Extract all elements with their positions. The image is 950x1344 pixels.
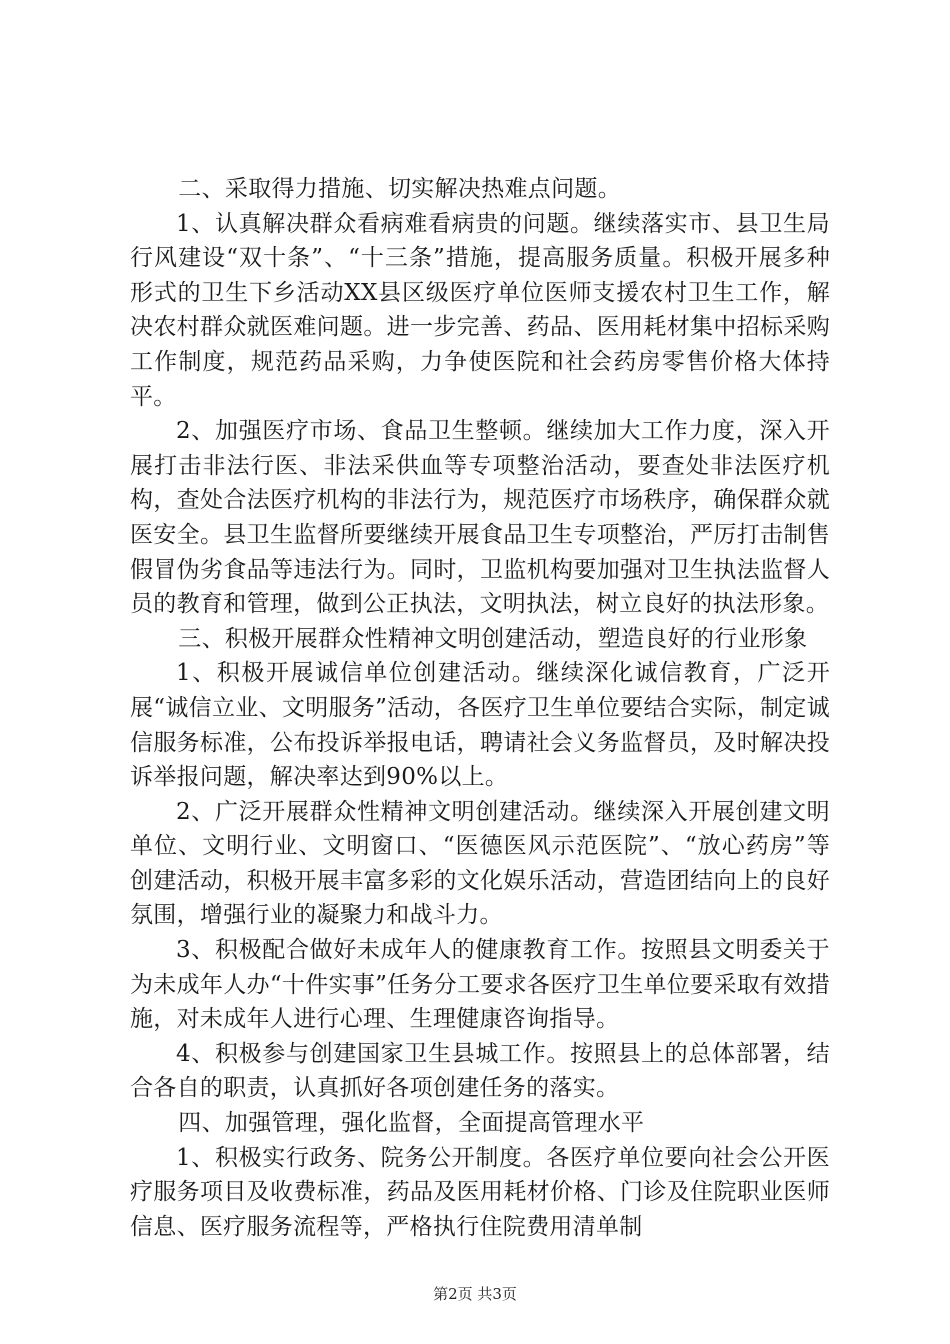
paragraph: 1、积极实行政务、院务公开制度。各医疗单位要向社会公开医疗服务项目及收费标准，药品及医用耗材价格、门诊及住院职业医师信息、医疗服务流程等，严格执行住院费用清单制 bbox=[130, 1144, 830, 1240]
section-heading-2: 二、采取得力措施、切实解决热难点问题。 bbox=[178, 176, 621, 202]
paragraph: 3、积极配合做好未成年人的健康教育工作。按照县文明委关于为未成年人办“十件实事”任务分工要求各医疗卫生单位要采取有效措施，对未成年人进行心理、生理健康咨询指导。 bbox=[130, 937, 830, 1033]
paragraph: 2、加强医疗市场、食品卫生整顿。继续加大工作力度，深入开展打击非法行医、非法采供血等专项整治活动，要查处非法医疗机构，查处合法医疗机构的非法行为，规范医疗市场秩序，确保群众就医安全。县卫生监督所要继续开展食品卫生专项整治，严厉打击制售假冒伪劣食品等违法行为。同时，卫监机构要加强对卫生执法监督人员的教育和管理，做到公正执法，文明执法，树立良好的执法形象。 bbox=[130, 418, 830, 618]
paragraph: 1、积极开展诚信单位创建活动。继续深化诚信教育，广泛开展“诚信立业、文明服务”活动，各医疗卫生单位要结合实际，制定诚信服务标准，公布投诉举报电话，聘请社会义务监督员，及时解决投诉举报问题，解决率达到90%以上。 bbox=[130, 660, 830, 791]
paragraph: 2、广泛开展群众性精神文明创建活动。继续深入开展创建文明单位、文明行业、文明窗口、“医德医风示范医院”、“放心药房”等创建活动，积极开展丰富多彩的文化娱乐活动，营造团结向上的良好氛围，增强行业的凝聚力和战斗力。 bbox=[130, 798, 830, 929]
paragraph: 4、积极参与创建国家卫生县城工作。按照县上的总体部署，结合各自的职责，认真抓好各项创建任务的落实。 bbox=[130, 1040, 830, 1102]
document-body bbox=[130, 172, 830, 1244]
paragraph: 1、认真解决群众看病难看病贵的问题。继续落实市、县卫生局行风建设“双十条”、“十三条”措施，提高服务质量。积极开展多种形式的卫生下乡活动XX县区级医疗单位医师支援农村卫生工作，解决农村群众就医难问题。进一步完善、药品、医用耗材集中招标采购工作制度，规范药品采购，力争使医院和社会药房零售价格大体持平。 bbox=[130, 210, 830, 410]
section-heading-3: 三、积极开展群众性精神文明创建活动，塑造良好的行业形象 bbox=[178, 625, 808, 652]
section-heading-4: 四、加强管理，强化监督，全面提高管理水平 bbox=[178, 1110, 645, 1137]
page-number-footer: 第2页 共3页 bbox=[433, 1285, 517, 1303]
